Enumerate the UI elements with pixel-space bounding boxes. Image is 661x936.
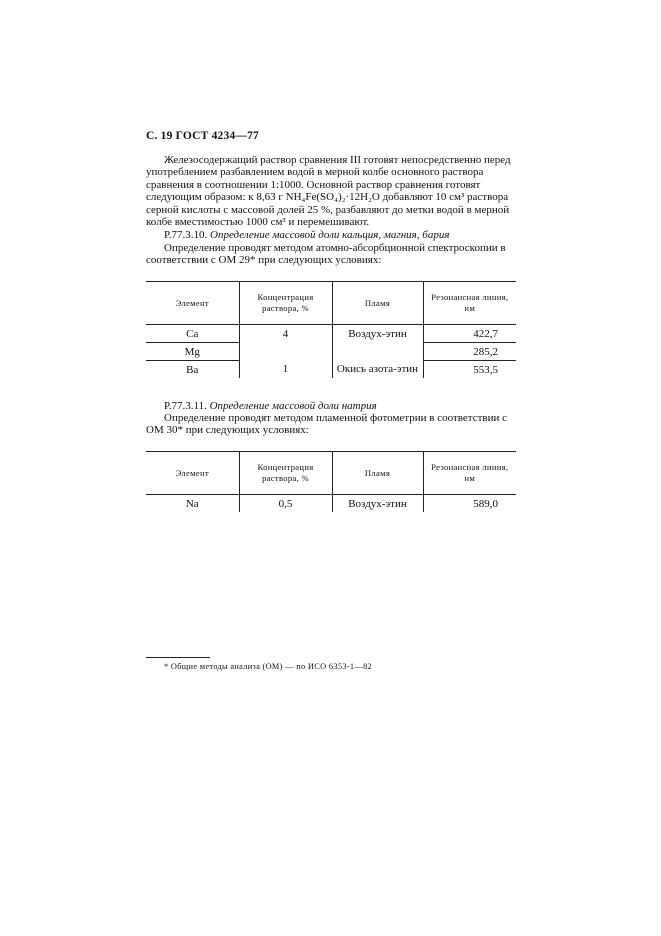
- table-cell: [239, 343, 332, 361]
- paragraph-reference-solution: [146, 154, 516, 228]
- conditions-table-flame-photometry: [146, 451, 516, 512]
- table-cell: Воздух-этин: [332, 325, 423, 343]
- table-cell: 589,0: [423, 495, 516, 513]
- column-header: Пламя: [332, 282, 423, 325]
- table-cell: Воздух-этин: [332, 495, 423, 513]
- column-header: Элемент: [146, 282, 239, 325]
- section-title: Определение массовой доли натрия: [209, 400, 377, 412]
- table-cell: 4: [239, 325, 332, 343]
- text-line: Определение проводят методом пламенной фотометрии в соответствии с: [164, 412, 507, 424]
- table-cell: Ba: [186, 363, 199, 376]
- section-title: Определение массовой доли кальция, магния, бария: [210, 229, 450, 241]
- column-header: Резонансная линия, нм: [423, 452, 516, 495]
- column-header: Элемент: [146, 452, 239, 495]
- table-cell: 1: [239, 361, 332, 379]
- table-cell: Ca: [146, 325, 239, 343]
- text-line: сравнения в соотношении 1:1000. Основной раствор сравнения готовят: [146, 178, 481, 191]
- section-text-sodium: [146, 412, 516, 437]
- table-cell: 422,7: [423, 325, 516, 343]
- text-line: употреблением разбавлением водой в мерной колбе основного раствора: [146, 166, 484, 179]
- text-line: ОМ 30* при следующих условиях:: [146, 424, 309, 437]
- footnote: * Общие методы анализа (ОМ) — по ИСО 6353-1—82: [164, 662, 373, 671]
- section-heading-ca-mg-ba: [164, 229, 516, 241]
- table-header-row: [146, 282, 516, 325]
- table-cell: [332, 343, 423, 361]
- text-line: соответствии с ОМ 29* при следующих условиях:: [146, 254, 382, 267]
- column-header: Резонансная линия, нм: [423, 282, 516, 325]
- text-line: Железосодержащий раствор сравнения III готовят непосредственно перед: [164, 154, 511, 166]
- table-row: [146, 343, 516, 361]
- section-number: Р.77.3.11.: [164, 400, 207, 412]
- table-cell: 553,5: [423, 361, 516, 379]
- table-cell: Na: [185, 497, 199, 510]
- column-header: Пламя: [332, 452, 423, 495]
- section-text-ca-mg-ba: [146, 242, 516, 267]
- table-row: [146, 325, 516, 343]
- page-header: С. 19 ГОСТ 4234—77: [146, 130, 259, 142]
- text-line: серной кислоты с массовой долей 25 %, разбавляют до метки водой в мерной: [146, 203, 510, 216]
- text-line: следующим образом: к 8,63 г NH₄Fe(SO₄)₂·12H₂O добавляют 10 см³ раствора: [146, 191, 509, 204]
- text-line: колбе вместимостью 1000 см³ и перемешивают.: [146, 216, 370, 229]
- text-line: Определение проводят методом атомно-абсорбционной спектроскопии в: [164, 242, 506, 254]
- column-header: Концентрация раствора, %: [239, 452, 332, 495]
- table-row: [146, 361, 516, 379]
- footnote-divider: [146, 657, 210, 658]
- table-header-row: [146, 452, 516, 495]
- column-header: Концентрация раствора, %: [239, 282, 332, 325]
- table-cell: Mg: [146, 343, 239, 361]
- section-number: Р.77.3.10.: [164, 229, 208, 241]
- table-row: [146, 495, 516, 513]
- table-cell: 0,5: [239, 495, 332, 513]
- conditions-table-aas: [146, 281, 516, 378]
- table-cell: Окись азота-этин: [332, 361, 423, 379]
- table-cell: 285,2: [423, 343, 516, 361]
- section-heading-sodium: [164, 400, 516, 412]
